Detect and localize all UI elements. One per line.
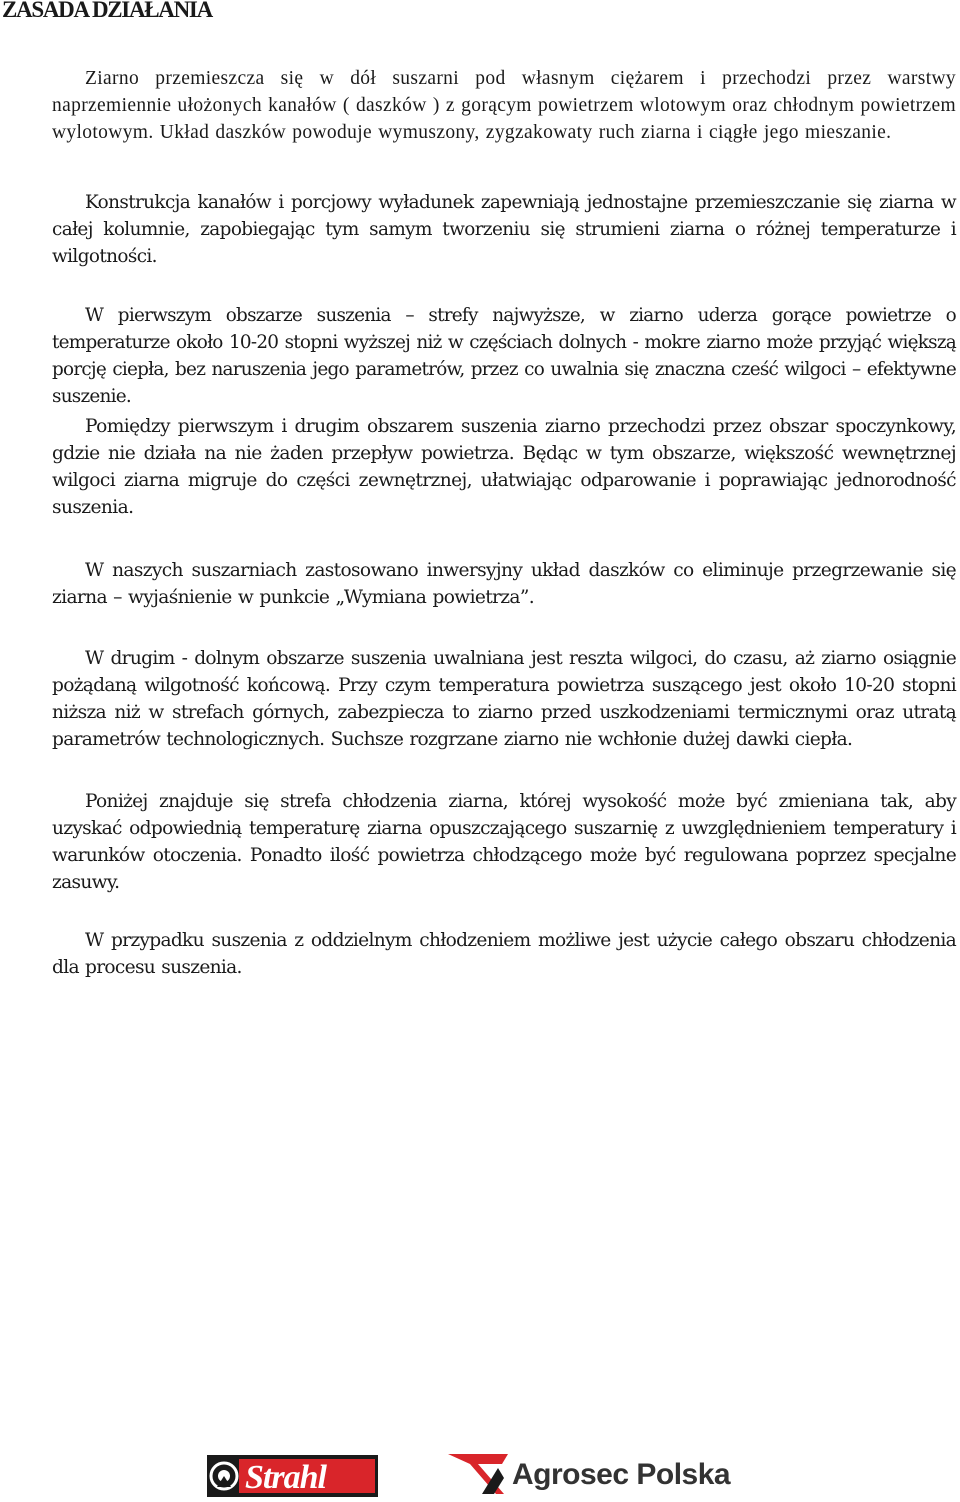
- svg-text:Agrosec Polska: Agrosec Polska: [512, 1458, 731, 1491]
- agrosec-logo: [446, 1450, 782, 1496]
- paragraph-inverse-layout: W naszych suszarniach zastosowano inwersyjny układ daszków co eliminuje przegrzewanie się ziarna – wyjaśnienie w punkcie „Wymiana powietrza”.: [52, 560, 956, 608]
- strahl-logo: [207, 1455, 378, 1497]
- paragraph-grain-movement: Ziarno przemieszcza się w dół suszarni pod własnym ciężarem i przechodzi przez warstwy naprzemiennie ułożonych kanałów ( daszków ) z gorącym powietrzem wlotowym oraz chłodnym powietrzem wylotowym. Układ daszków powoduje wymuszony, zygzakowaty ruch ziarna i ciągłe jego mieszanie.: [52, 68, 957, 143]
- page-title: ZASADA DZIAŁANIA: [2, 0, 212, 22]
- paragraph-channel-construction: Konstrukcja kanałów i porcjowy wyładunek zapewniają jednostajne przemieszczanie się ziarna w całej kolumnie, zapobiegając tym samym tworzeniu się strumieni ziarna o różnej temperaturze i wilgotności.: [52, 192, 956, 267]
- paragraph-first-drying-zone: W pierwszym obszarze suszenia – strefy najwyższe, w ziarno uderza gorące powietrze o temperaturze około 10-20 stopni wyższej niż w częściach dolnych - mokre ziarno może przyjąć większą porcję ciepła, bez naruszenia jego parametrów, przez co uwalnia się znaczna cześć wilgoci – efektywne suszenie.: [52, 305, 956, 407]
- paragraph-second-drying-zone: W drugim - dolnym obszarze suszenia uwalniana jest reszta wilgoci, do czasu, aż ziarno osiągnie pożądaną wilgotność końcową. Przy czym temperatura powietrza suszącego jest około 10-20 stopni niższa niż w strefach górnych, zabezpiecza to ziarno przed uszkodzeniami termicznymi oraz utratą parametrów technologicznych. Suchsze rozgrzane ziarno nie wchłonie dużej dawki ciepła.: [52, 648, 956, 750]
- paragraph-separate-cooling: W przypadku suszenia z oddzielnym chłodzeniem możliwe jest użycie całego obszaru chłodzenia dla procesu suszenia.: [52, 930, 956, 978]
- svg-text:Strahl: Strahl: [245, 1459, 326, 1496]
- paragraph-cooling-zone: Poniżej znajduje się strefa chłodzenia ziarna, której wysokość może być zmieniana tak, aby uzyskać odpowiednią temperaturę ziarna opuszczającego suszarnię z uwzględnieniem temperatury i warunków otoczenia. Ponadto ilość powietrza chłodzącego może być regulowana poprzez specjalne zasuwy.: [52, 791, 956, 893]
- paragraph-rest-zone: Pomiędzy pierwszym i drugim obszarem suszenia ziarno przechodzi przez obszar spoczynkowy, gdzie nie działa na nie żaden przepływ powietrza. Będąc w tym obszarze, większość wewnętrznej wilgoci ziarna migruje do części zewnętrznej, ułatwiając odparowanie i poprawiając jednorodność suszenia.: [52, 416, 956, 518]
